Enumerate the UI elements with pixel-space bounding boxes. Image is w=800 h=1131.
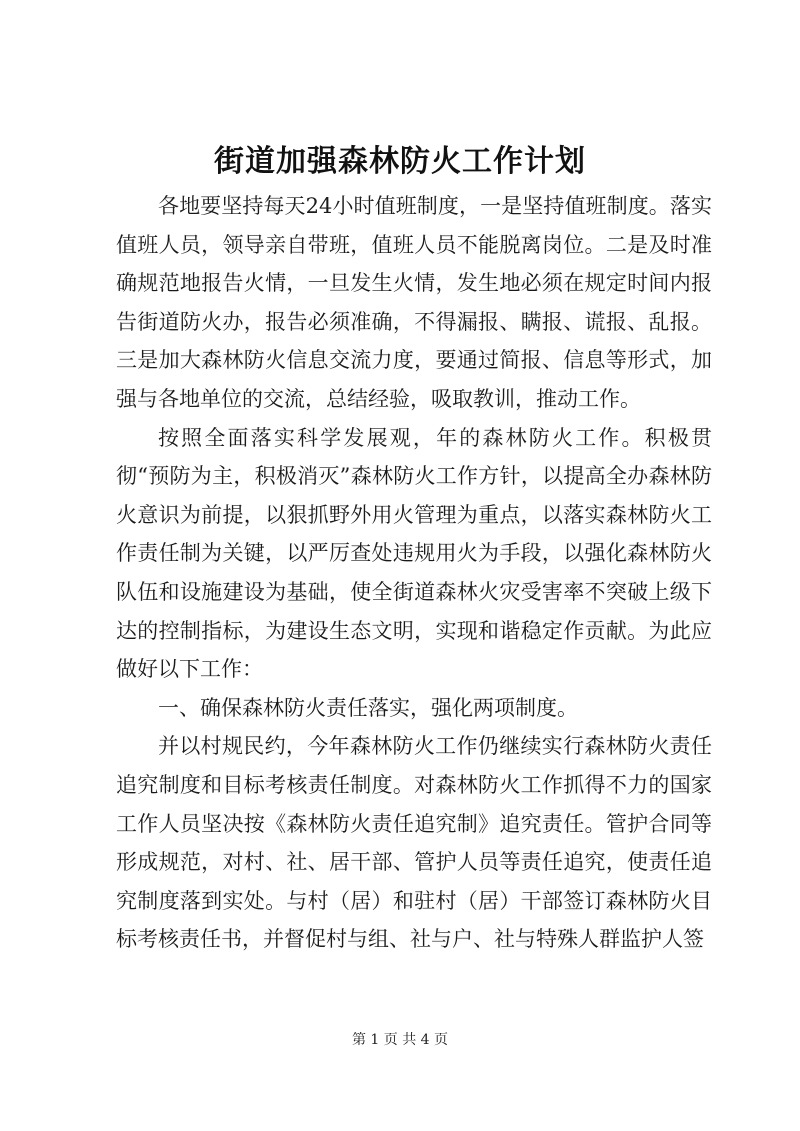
section-heading-1: 一、确保森林防火责任落实，强化两项制度。 (158, 695, 578, 720)
document-body (116, 187, 712, 959)
paragraph-1: 各地要坚持每天24小时值班制度，一是坚持值班制度。落实值班人员，领导亲自带班，值班人员不能脱离岗位。二是及时准确规范地报告火情，一旦发生火情，发生地必须在规定时间内报告街道防火办，报告必须准确，不得漏报、瞒报、谎报、乱报。三是加大森林防火信息交流力度，要通过简报、信息等形式，加强与各地单位的交流，总结经验，吸取教训，推动工作。 (116, 194, 712, 411)
document-title: 街道加强森林防火工作计划 (214, 144, 586, 179)
paragraph-2: 按照全面落实科学发展观，年的森林防火工作。积极贯彻“预防为主，积极消灭”森林防火工作方针，以提高全办森林防火意识为前提，以狠抓野外用火管理为重点，以落实森林防火工作责任制为关键，以严厉查处违规用火为手段，以强化森林防火队伍和设施建设为基础，使全街道森林火灾受害率不突破上级下达的控制指标，为建设生态文明，实现和谐稳定作贡献。为此应做好以下工作： (116, 425, 712, 682)
paragraph-3: 并以村规民约，今年森林防火工作仍继续实行森林防火责任追究制度和目标考核责任制度。对森林防火工作抓得不力的国家工作人员坚决按《森林防火责任追究制》追究责任。管护合同等形成规范，对村、社、居干部、管护人员等责任追究，使责任追究制度落到实处。与村（居）和驻村（居）干部签订森林防火目标考核责任书，并督促村与组、社与户、社与特殊人群监护人签 (116, 734, 712, 952)
page-footer: 第 1 页 共 4 页 (351, 1032, 449, 1048)
